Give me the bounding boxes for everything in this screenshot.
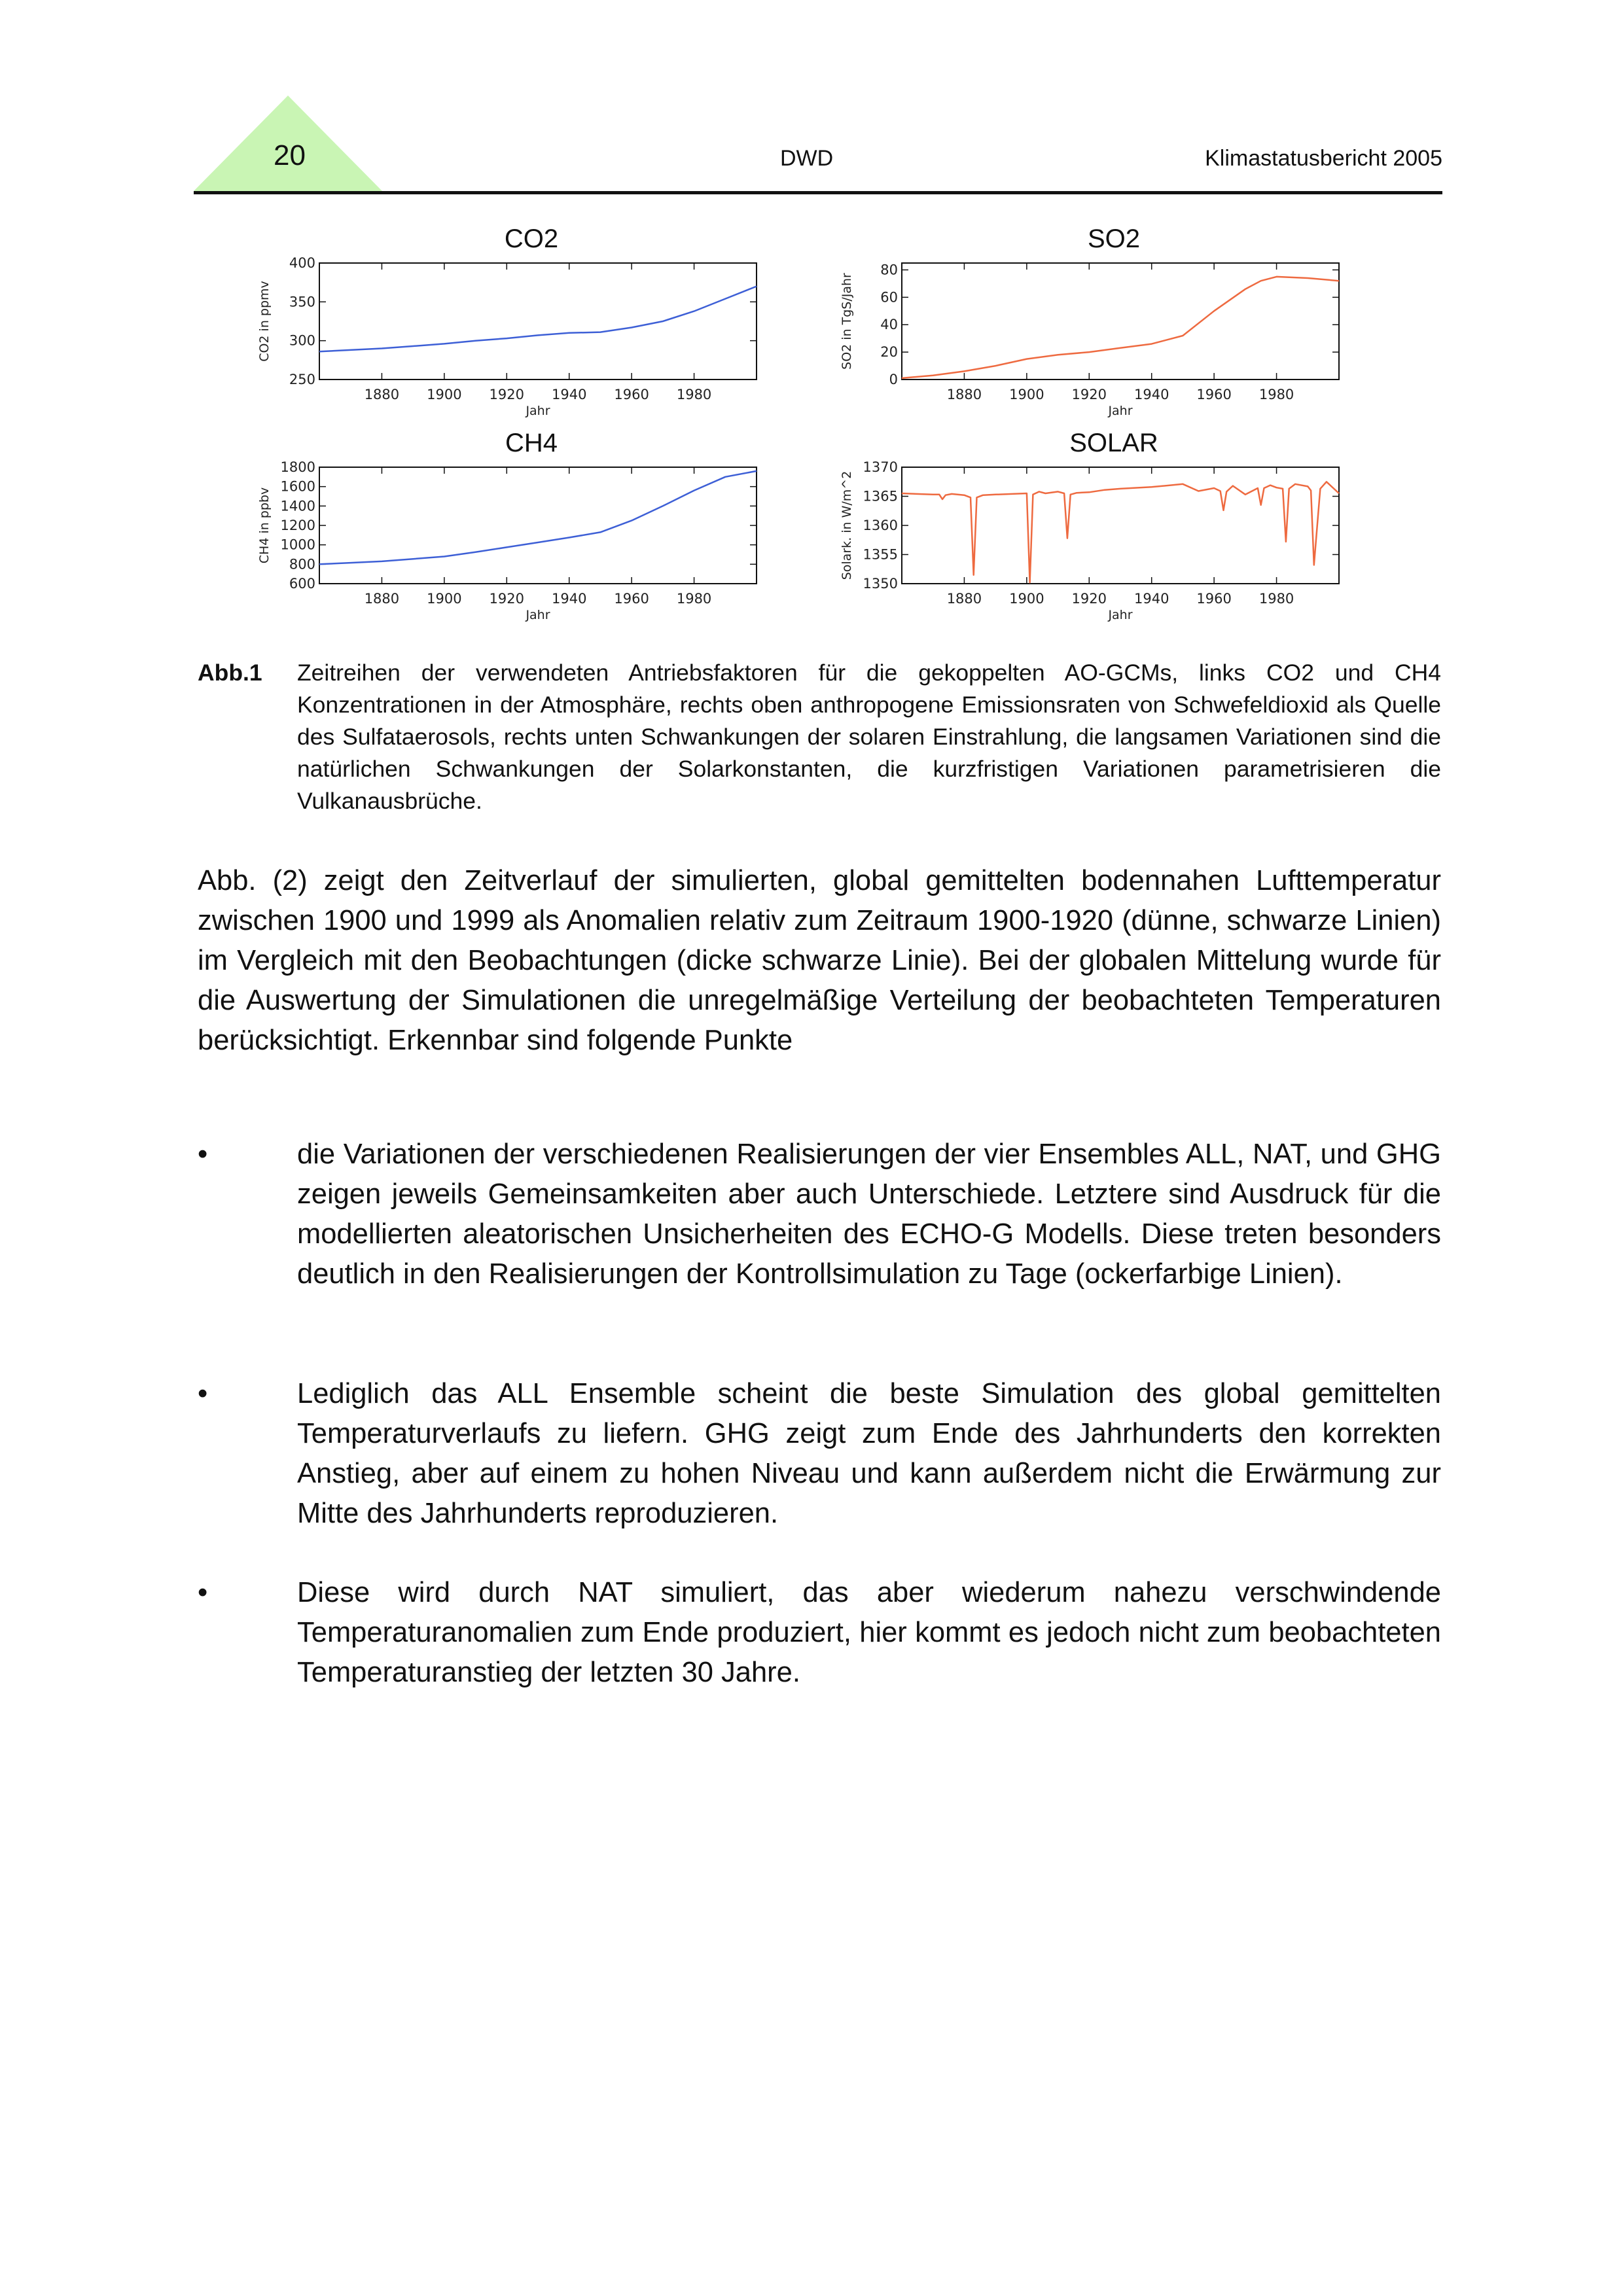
y-tick-label: 0	[889, 372, 898, 387]
series-line	[319, 471, 757, 564]
body-paragraph: Abb. (2) zeigt den Zeitverlauf der simulierten, global gemittelten bodennahen Lufttemperatur zwischen 1900 und 1999 als Anomalien relativ zum Zeitraum 1900-1920 (dünne, schwarze Linien) im Vergleich mit den Beobachtungen (dicke schwarze Linie). Bei der globalen Mittelung wurde für die Auswertung der Simulationen die unregelmäßige Verteilung der beobachteten Temperaturen berücksichtigt. Erkennbar sind folgende Punkte	[198, 865, 1441, 1056]
x-tick-label: 1920	[1071, 387, 1107, 402]
plot-frame	[319, 263, 757, 380]
x-tick-label: 1980	[676, 591, 712, 607]
plot-frame	[902, 467, 1339, 584]
x-axis-label: Jahr	[526, 404, 550, 418]
chart-title: CH4	[505, 429, 558, 457]
y-tick-label: 1350	[863, 576, 898, 592]
x-axis-label: Jahr	[1108, 608, 1133, 622]
x-tick-label: 1900	[1009, 591, 1044, 607]
y-tick-label: 1800	[280, 459, 315, 475]
x-tick-label: 1940	[551, 591, 587, 607]
y-tick-label: 60	[880, 289, 898, 306]
series-line	[902, 482, 1339, 582]
y-tick-label: 1365	[863, 488, 898, 504]
x-tick-label: 1880	[946, 591, 982, 607]
x-tick-label: 1880	[946, 387, 982, 402]
bullet-mark: •	[198, 1139, 208, 1170]
figure-caption	[198, 657, 1441, 817]
x-tick-label: 1960	[614, 387, 649, 402]
x-tick-label: 1980	[1258, 387, 1294, 402]
chart-solar	[825, 420, 1355, 629]
x-tick-label: 1900	[427, 387, 462, 402]
y-tick-label: 1370	[863, 459, 898, 475]
chart-title: SO2	[1087, 224, 1141, 253]
header-rule	[194, 191, 1442, 194]
chart-title: CO2	[504, 224, 559, 253]
x-tick-label: 1920	[489, 387, 525, 402]
plot-frame	[902, 263, 1339, 380]
page-number: 20	[274, 139, 306, 171]
x-tick-label: 1880	[364, 387, 400, 402]
bullet-mark: •	[198, 1378, 208, 1409]
y-tick-label: 80	[880, 262, 898, 278]
y-tick-label: 350	[289, 294, 315, 310]
y-axis-label: CO2 in ppmv	[257, 281, 272, 362]
chart-so2	[825, 216, 1355, 425]
x-tick-label: 1880	[364, 591, 400, 607]
header-report-title: Klimastatusbericht 2005	[1205, 146, 1442, 171]
y-tick-label: 40	[880, 317, 898, 333]
y-tick-label: 1000	[280, 537, 315, 553]
series-line	[902, 277, 1339, 378]
y-axis-label: Solark. in W/m^2	[840, 470, 854, 580]
x-tick-label: 1960	[1196, 387, 1232, 402]
x-tick-label: 1940	[1133, 387, 1169, 402]
chart-title: SOLAR	[1069, 429, 1158, 457]
x-tick-label: 1900	[1009, 387, 1044, 402]
y-tick-label: 600	[289, 576, 315, 592]
caption-label: Abb.1	[198, 660, 262, 686]
bullet-item	[198, 1573, 1441, 1693]
caption-text: Zeitreihen der verwendeten Antriebsfaktoren für die gekoppelten AO-GCMs, links CO2 und CH4 Konzentrationen in der Atmosphäre, rechts oben anthropogene Emissionsraten von Schwefeldioxid als Quelle des Sulfataerosols, rechts unten Schwankungen der solaren Einstrahlung, die langsamen Variationen sind die natürlichen Schwankungen der Solarkonstanten, die kurzfristigen Variationen parametrisieren die Vulkanausbrüche.	[297, 660, 1441, 814]
x-tick-label: 1940	[1133, 591, 1169, 607]
bullet-text: die Variationen der verschiedenen Realisierungen der vier Ensembles ALL, NAT, und GHG zeigen jeweils Gemeinsamkeiten aber auch Unterschiede. Letztere sind Ausdruck für die modellierten aleatorischen Unsicherheiten des ECHO-G Modells. Diese treten besonders deutlich in den Realisierungen der Kontrollsimulation zu Tage (ockerfarbige Linien).	[297, 1139, 1441, 1290]
bullet-text: Diese wird durch NAT simuliert, das aber wiederum nahezu verschwindende Temperaturanomalien zum Ende produziert, hier kommt es jedoch nicht zum beobachteten Temperaturanstieg der letzten 30 Jahre.	[297, 1577, 1441, 1688]
bullet-mark: •	[198, 1577, 208, 1608]
y-tick-label: 800	[289, 556, 315, 573]
y-tick-label: 250	[289, 372, 315, 387]
y-tick-label: 1360	[863, 518, 898, 533]
x-axis-label: Jahr	[526, 608, 550, 622]
y-tick-label: 1600	[280, 478, 315, 495]
x-tick-label: 1900	[427, 591, 462, 607]
y-axis-label: SO2 in TgS/Jahr	[840, 273, 854, 370]
x-tick-label: 1960	[614, 591, 649, 607]
x-tick-label: 1980	[1258, 591, 1294, 607]
x-tick-label: 1940	[551, 387, 587, 402]
header-publisher: DWD	[780, 146, 834, 171]
plot-frame	[319, 467, 757, 584]
y-tick-label: 1355	[863, 546, 898, 563]
y-tick-label: 400	[289, 255, 315, 271]
bullet-item	[198, 1135, 1441, 1294]
header-triangle-decoration	[0, 0, 1623, 203]
chart-ch4	[242, 420, 772, 629]
chart-co2	[242, 216, 772, 425]
x-axis-label: Jahr	[1108, 404, 1133, 418]
bullet-text: Lediglich das ALL Ensemble scheint die beste Simulation des global gemittelten Temperaturverlaufs zu liefern. GHG zeigt zum Ende des Jahrhunderts den korrekten Anstieg, aber auf einem zu hohen Niveau und kann außerdem nicht die Erwärmung zur Mitte des Jahrhunderts reproduzieren.	[297, 1378, 1441, 1529]
y-tick-label: 300	[289, 332, 315, 349]
y-tick-label: 1200	[280, 518, 315, 533]
x-tick-label: 1960	[1196, 591, 1232, 607]
y-tick-label: 20	[880, 344, 898, 361]
x-tick-label: 1980	[676, 387, 712, 402]
y-tick-label: 1400	[280, 498, 315, 514]
series-line	[319, 287, 757, 352]
x-tick-label: 1920	[1071, 591, 1107, 607]
bullet-item	[198, 1374, 1441, 1534]
x-tick-label: 1920	[489, 591, 525, 607]
y-axis-label: CH4 in ppbv	[257, 487, 272, 564]
